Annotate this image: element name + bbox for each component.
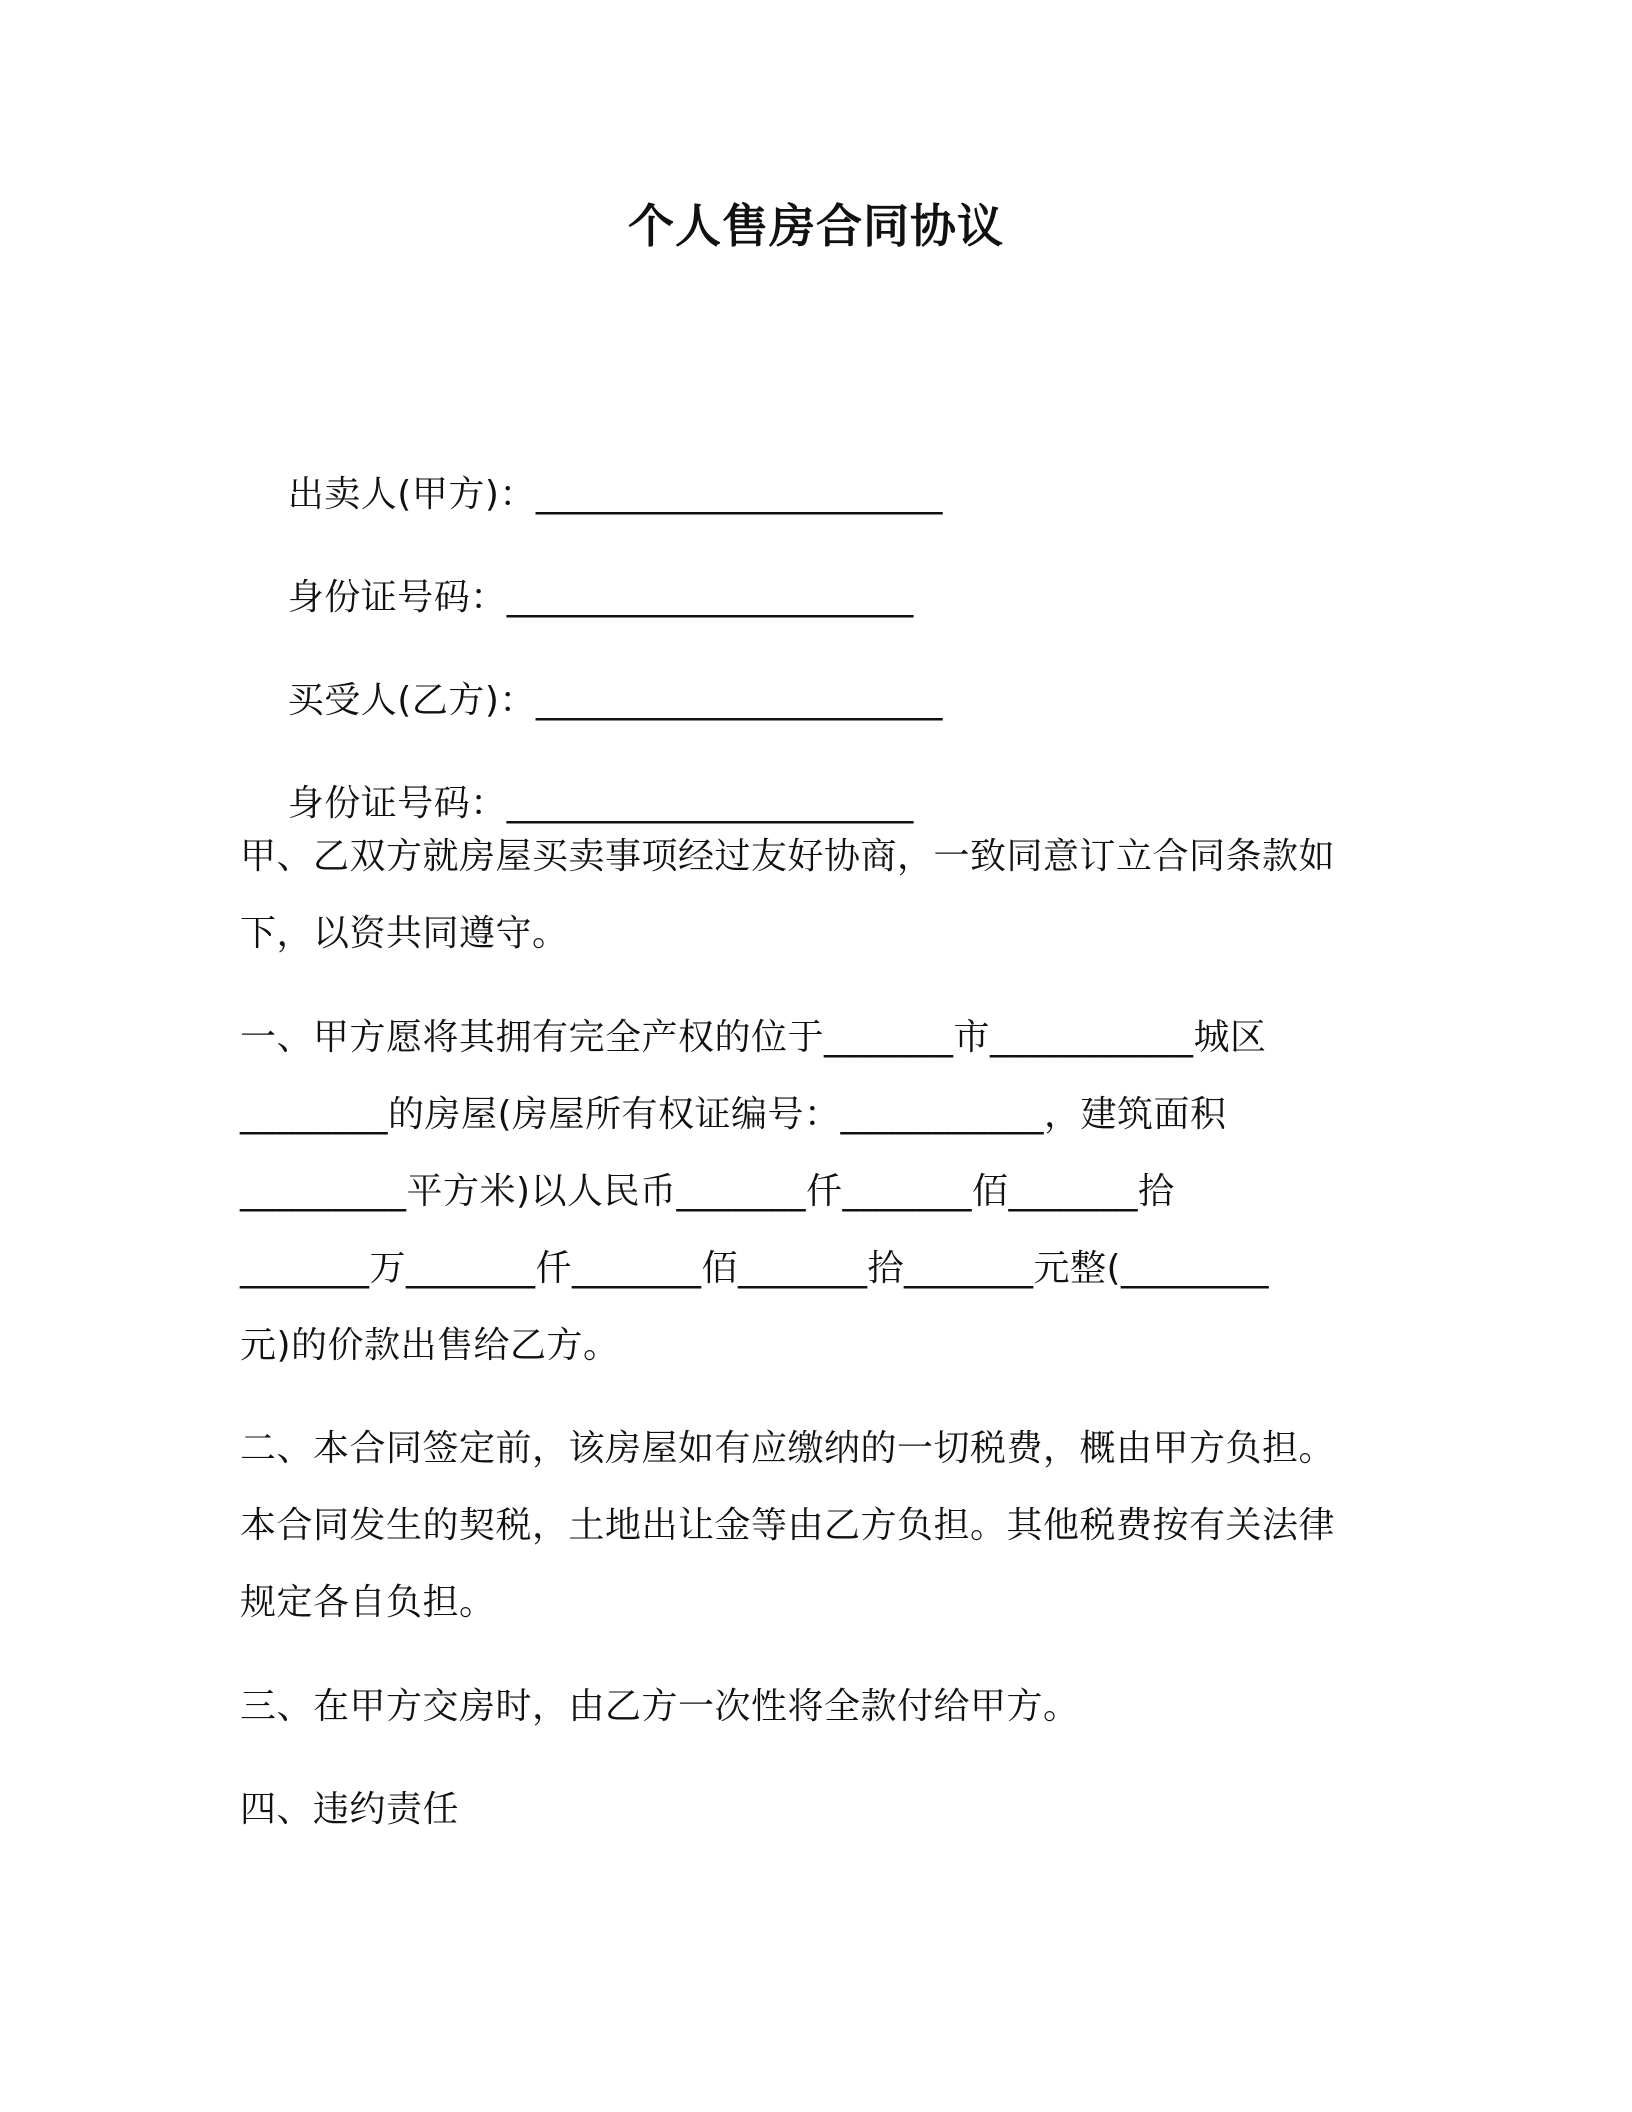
clause2-line-1: 二、本合同签定前，该房屋如有应缴纳的一切税费，概由甲方负担。 [240,1428,1336,1469]
buyer-id-blank[interactable]: ______________________ [506,783,914,824]
clause1-line-3: _________平方米)以人民币_______仟_______佰_______拾 [240,1171,1175,1212]
buyer-blank[interactable]: ______________________ [535,680,943,721]
seller-id-label: 身份证号码： [287,577,507,618]
document-title: 个人售房合同协议 [628,199,1004,253]
clause1-line-5: 元)的价款出售给乙方。 [240,1325,620,1366]
seller-id-blank[interactable]: ______________________ [506,577,914,618]
buyer-id-label: 身份证号码： [287,783,507,824]
clause1-line-4: _______万_______仟_______佰_______拾_______元整(________ [240,1248,1270,1289]
intro-line-2: 下，以资共同遵守。 [240,913,569,954]
seller-label: 出卖人(甲方)： [287,474,536,515]
clause2-line-2: 本合同发生的契税，土地出让金等由乙方负担。其他税费按有关法律 [240,1505,1336,1546]
clause1-line-2: ________的房屋(房屋所有权证编号：___________，建筑面积 [240,1094,1227,1135]
seller-blank[interactable]: ______________________ [535,474,943,515]
clause1-line-1: 一、甲方愿将其拥有完全产权的位于_______市___________城区 [240,1017,1267,1058]
clause2-line-3: 规定各自负担。 [240,1582,496,1623]
clause3-line: 三、在甲方交房时，由乙方一次性将全款付给甲方。 [240,1686,1080,1727]
clause4-heading: 四、违约责任 [240,1789,460,1830]
intro-line-1: 甲、乙双方就房屋买卖事项经过友好协商，一致同意订立合同条款如 [240,836,1336,877]
buyer-label: 买受人(乙方)： [287,680,536,721]
